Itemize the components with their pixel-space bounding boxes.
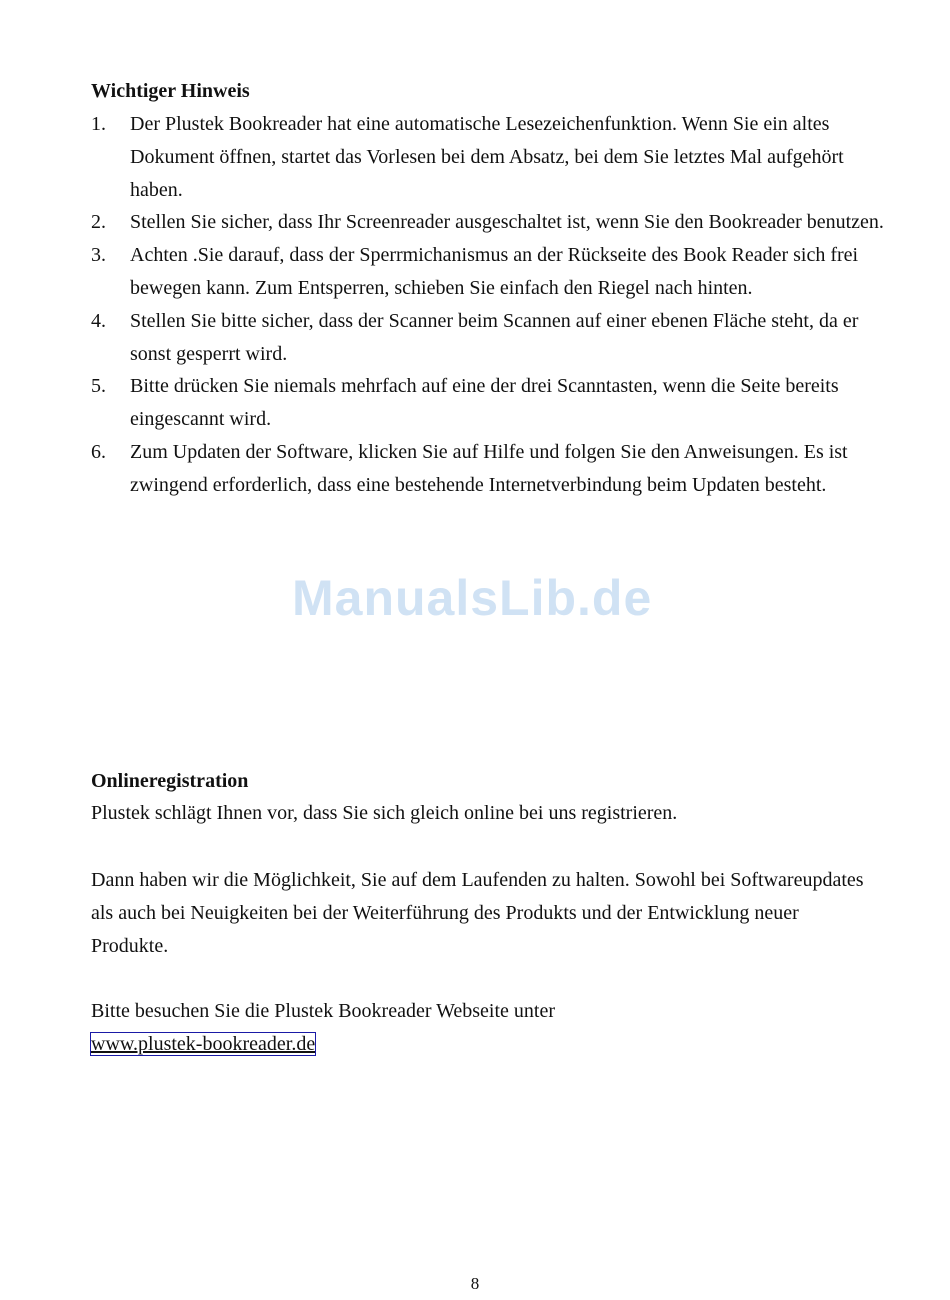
list-item-text: Zum Updaten der Software, klicken Sie auf Hilfe und folgen Sie den Anweisungen. Es ist zwingend erforderlich, dass eine bestehende Internetverbindung beim Updaten besteht.	[130, 440, 848, 496]
list-item-text: Stellen Sie sicher, dass Ihr Screenreader ausgeschaltet ist, wenn Sie den Bookreader benutzen.	[130, 211, 884, 234]
section-heading-important-note: Wichtiger Hinweis	[91, 80, 250, 102]
website-intro-text: Bitte besuchen Sie die Plustek Bookreader Webseite unter	[91, 1000, 556, 1022]
list-item	[91, 305, 891, 371]
list-item	[91, 206, 891, 239]
list-item	[91, 108, 891, 206]
list-number: 4.	[91, 309, 106, 332]
list-item-text: Der Plustek Bookreader hat eine automatische Lesezeichenfunktion. Wenn Sie ein altes Dokument öffnen, startet das Vorlesen bei dem Absatz, bei dem Sie letztes Mal aufgehört haben.	[130, 113, 844, 201]
list-item-text: Bitte drücken Sie niemals mehrfach auf eine der drei Scanntasten, wenn die Seite bereits eingescannt wird.	[130, 375, 839, 431]
list-number: 3.	[91, 244, 106, 267]
watermark-logo: ManualsLib.de	[292, 570, 653, 626]
list-item	[91, 370, 891, 436]
registration-intro-paragraph: Plustek schlägt Ihnen vor, dass Sie sich gleich online bei uns registrieren.	[91, 802, 678, 824]
important-notes-list	[91, 108, 891, 502]
website-link[interactable]: www.plustek-bookreader.de	[91, 1032, 316, 1055]
section-heading-online-registration: Onlineregistration	[91, 770, 249, 792]
list-number: 6.	[91, 440, 106, 463]
list-item-text: Stellen Sie bitte sicher, dass der Scanner beim Scannen auf einer ebenen Fläche steht, da er sonst gesperrt wird.	[130, 309, 859, 365]
website-paragraph	[91, 995, 881, 1061]
list-item	[91, 239, 891, 305]
list-item	[91, 436, 891, 502]
registration-benefits-paragraph: Dann haben wir die Möglichkeit, Sie auf dem Laufenden zu halten. Sowohl bei Softwareupdates als auch bei Neuigkeiten bei der Weiterführung des Produkts und der Entwicklung neuer Produkte.	[91, 869, 864, 957]
list-number: 1.	[91, 113, 106, 135]
page-number: 8	[470, 1274, 480, 1293]
list-item-text: Achten .Sie darauf, dass der Sperrmichanismus an der Rückseite des Book Reader sich frei bewegen kann. Zum Entsperren, schieben Sie einfach den Riegel nach hinten.	[130, 244, 859, 299]
list-number: 2.	[91, 211, 106, 234]
list-number: 5.	[91, 375, 106, 398]
